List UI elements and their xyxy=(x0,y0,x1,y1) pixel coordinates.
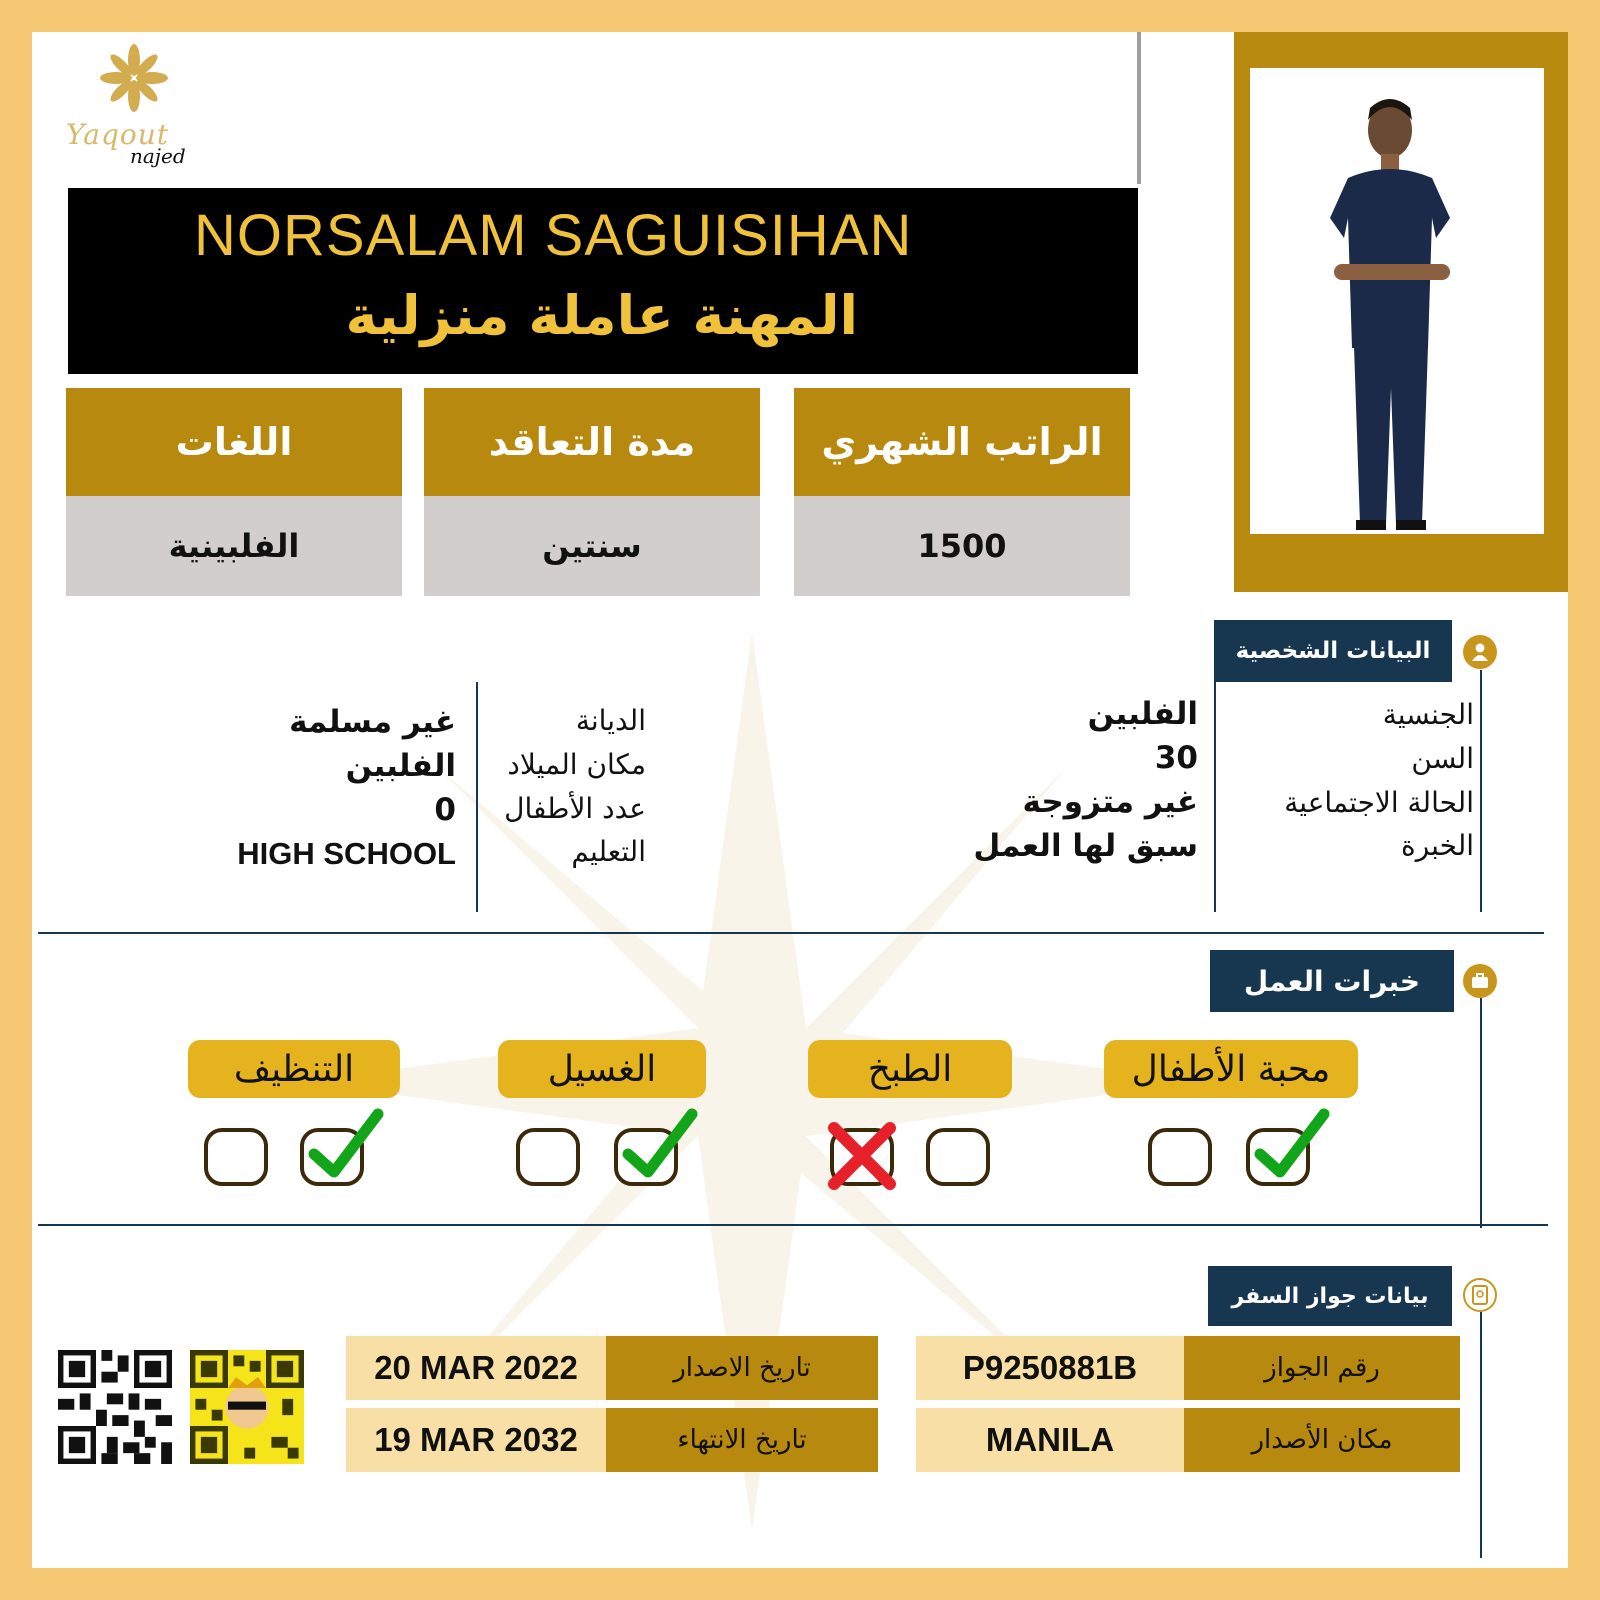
birthplace-label: مكان الميلاد xyxy=(507,748,646,781)
education-label: التعليم xyxy=(571,835,646,868)
skill-cleaning-label: التنظيف xyxy=(188,1040,400,1098)
check-icon xyxy=(618,1106,698,1186)
section-divider xyxy=(38,932,1544,934)
brand-logo xyxy=(62,40,212,180)
brand-name: Yaqout xyxy=(66,118,170,151)
personal-section-title: البيانات الشخصية xyxy=(1214,620,1452,682)
monthly-salary-label: الراتب الشهري xyxy=(794,388,1130,496)
check-icon xyxy=(304,1106,384,1186)
marital-status-value: غير متزوجة xyxy=(1022,784,1198,820)
photo-frame xyxy=(1234,32,1568,592)
monthly-salary-box xyxy=(794,388,1130,596)
nationality-value: الفلبين xyxy=(1087,696,1198,732)
skill-childcare-no-checkbox xyxy=(1148,1128,1212,1186)
cross-icon xyxy=(824,1118,900,1194)
age-label: السن xyxy=(1411,742,1474,775)
expiry-date-label: تاريخ الانتهاء xyxy=(606,1408,878,1472)
age-value: 30 xyxy=(1154,740,1198,776)
experience-value: سبق لها العمل xyxy=(973,828,1198,864)
issue-place-label: مكان الأصدار xyxy=(1184,1408,1460,1472)
experience-label: الخبرة xyxy=(1401,829,1474,862)
languages-label: اللغات xyxy=(66,388,402,496)
divider-line xyxy=(1137,32,1141,184)
check-icon xyxy=(1250,1106,1330,1186)
skill-cleaning-no-checkbox xyxy=(204,1128,268,1186)
languages-box xyxy=(66,388,402,596)
skill-laundry-label: الغسيل xyxy=(498,1040,706,1098)
religion-label: الديانة xyxy=(575,704,646,737)
timeline-line xyxy=(1480,1312,1482,1558)
contract-duration-box xyxy=(424,388,760,596)
briefcase-icon xyxy=(1463,964,1497,998)
work-section-title: خبرات العمل xyxy=(1210,950,1454,1012)
passport-number-label: رقم الجواز xyxy=(1184,1336,1460,1400)
worker-photo xyxy=(1250,68,1544,534)
contract-duration-label: مدة التعاقد xyxy=(424,388,760,496)
logo-flower-icon xyxy=(62,40,212,120)
issue-date-label: تاريخ الاصدار xyxy=(606,1336,878,1400)
section-divider xyxy=(38,1224,1548,1226)
children-label: عدد الأطفال xyxy=(504,792,646,825)
passport-icon xyxy=(1463,1278,1497,1312)
column-divider xyxy=(476,682,478,912)
user-icon xyxy=(1463,635,1497,669)
issue-place-value: MANILA xyxy=(916,1408,1184,1472)
education-value: HIGH SCHOOL xyxy=(237,836,456,871)
issue-date-value: 20 MAR 2022 xyxy=(346,1336,606,1400)
contract-duration-value: سنتين xyxy=(424,496,760,596)
birthplace-value: الفلبين xyxy=(345,748,456,784)
passport-number-value: P9250881B xyxy=(916,1336,1184,1400)
cv-card xyxy=(32,32,1568,1568)
marital-status-label: الحالة الاجتماعية xyxy=(1284,786,1474,819)
nationality-label: الجنسية xyxy=(1382,698,1474,731)
skill-cooking-label: الطبخ xyxy=(808,1040,1012,1098)
languages-value: الفلبينية xyxy=(66,496,402,596)
expiry-date-value: 19 MAR 2032 xyxy=(346,1408,606,1472)
children-value: 0 xyxy=(434,792,456,828)
skill-cooking-yes-checkbox xyxy=(926,1128,990,1186)
passport-section-title: بيانات جواز السفر xyxy=(1208,1266,1452,1326)
monthly-salary-value: 1500 xyxy=(794,496,1130,596)
name-banner xyxy=(68,188,1138,374)
column-divider xyxy=(1214,682,1216,912)
brand-sub: najed xyxy=(130,144,186,168)
person-figure xyxy=(1250,68,1544,534)
profession-title: المهنة عاملة منزلية xyxy=(345,284,858,347)
skill-laundry-no-checkbox xyxy=(516,1128,580,1186)
worker-name: NORSALAM SAGUISIHAN xyxy=(194,203,913,268)
timeline-line xyxy=(1480,998,1482,1228)
skill-childcare-label: محبة الأطفال xyxy=(1104,1040,1358,1098)
qr-code-avatar xyxy=(188,1350,306,1464)
timeline-line xyxy=(1480,670,1482,912)
religion-value: غير مسلمة xyxy=(289,704,456,740)
qr-code xyxy=(58,1350,172,1464)
